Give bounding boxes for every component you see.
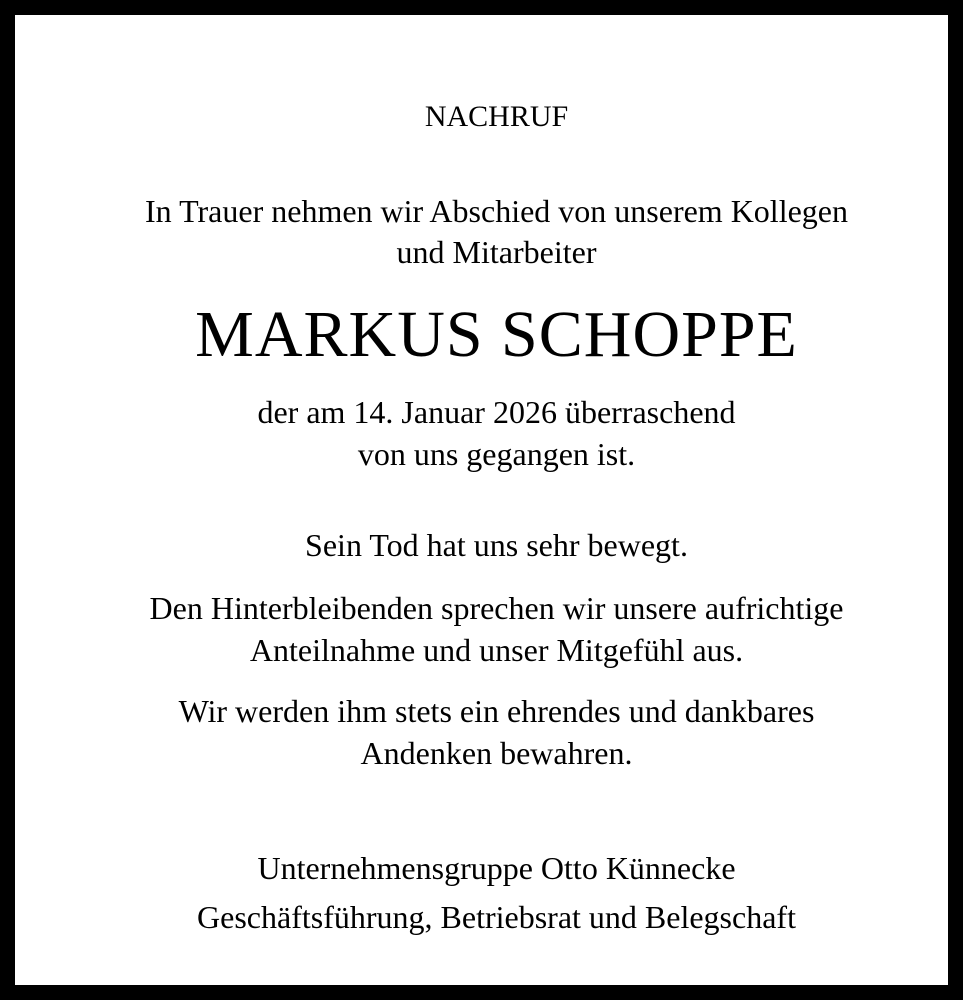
paragraph-2-line-2: Anteilnahme und unser Mitgefühl aus.: [249, 632, 744, 668]
deceased-name: MARKUS SCHOPPE: [195, 298, 798, 371]
intro-line-2: und Mitarbeiter: [396, 234, 597, 270]
paragraph-2-line-1: Den Hinterbleibenden sprechen wir unsere aufrichtige: [149, 590, 844, 626]
death-text-line-1: der am 14. Januar 2026 überraschend: [257, 394, 736, 430]
signature-company: Unternehmensgruppe Otto Künnecke: [257, 850, 736, 886]
death-text-line-2: von uns gegangen ist.: [357, 436, 636, 472]
paragraph-3-line-1: Wir werden ihm stets ein ehrendes und dankbares: [178, 693, 815, 729]
signature-groups: Geschäftsführung, Betriebsrat und Belegschaft: [197, 899, 796, 935]
paragraph-3-line-2: Andenken bewahren.: [360, 735, 633, 771]
intro-line-1: In Trauer nehmen wir Abschied von unserem Kollegen: [145, 193, 848, 229]
paragraph-1: Sein Tod hat uns sehr bewegt.: [305, 527, 688, 563]
notice-heading: NACHRUF: [424, 100, 569, 133]
